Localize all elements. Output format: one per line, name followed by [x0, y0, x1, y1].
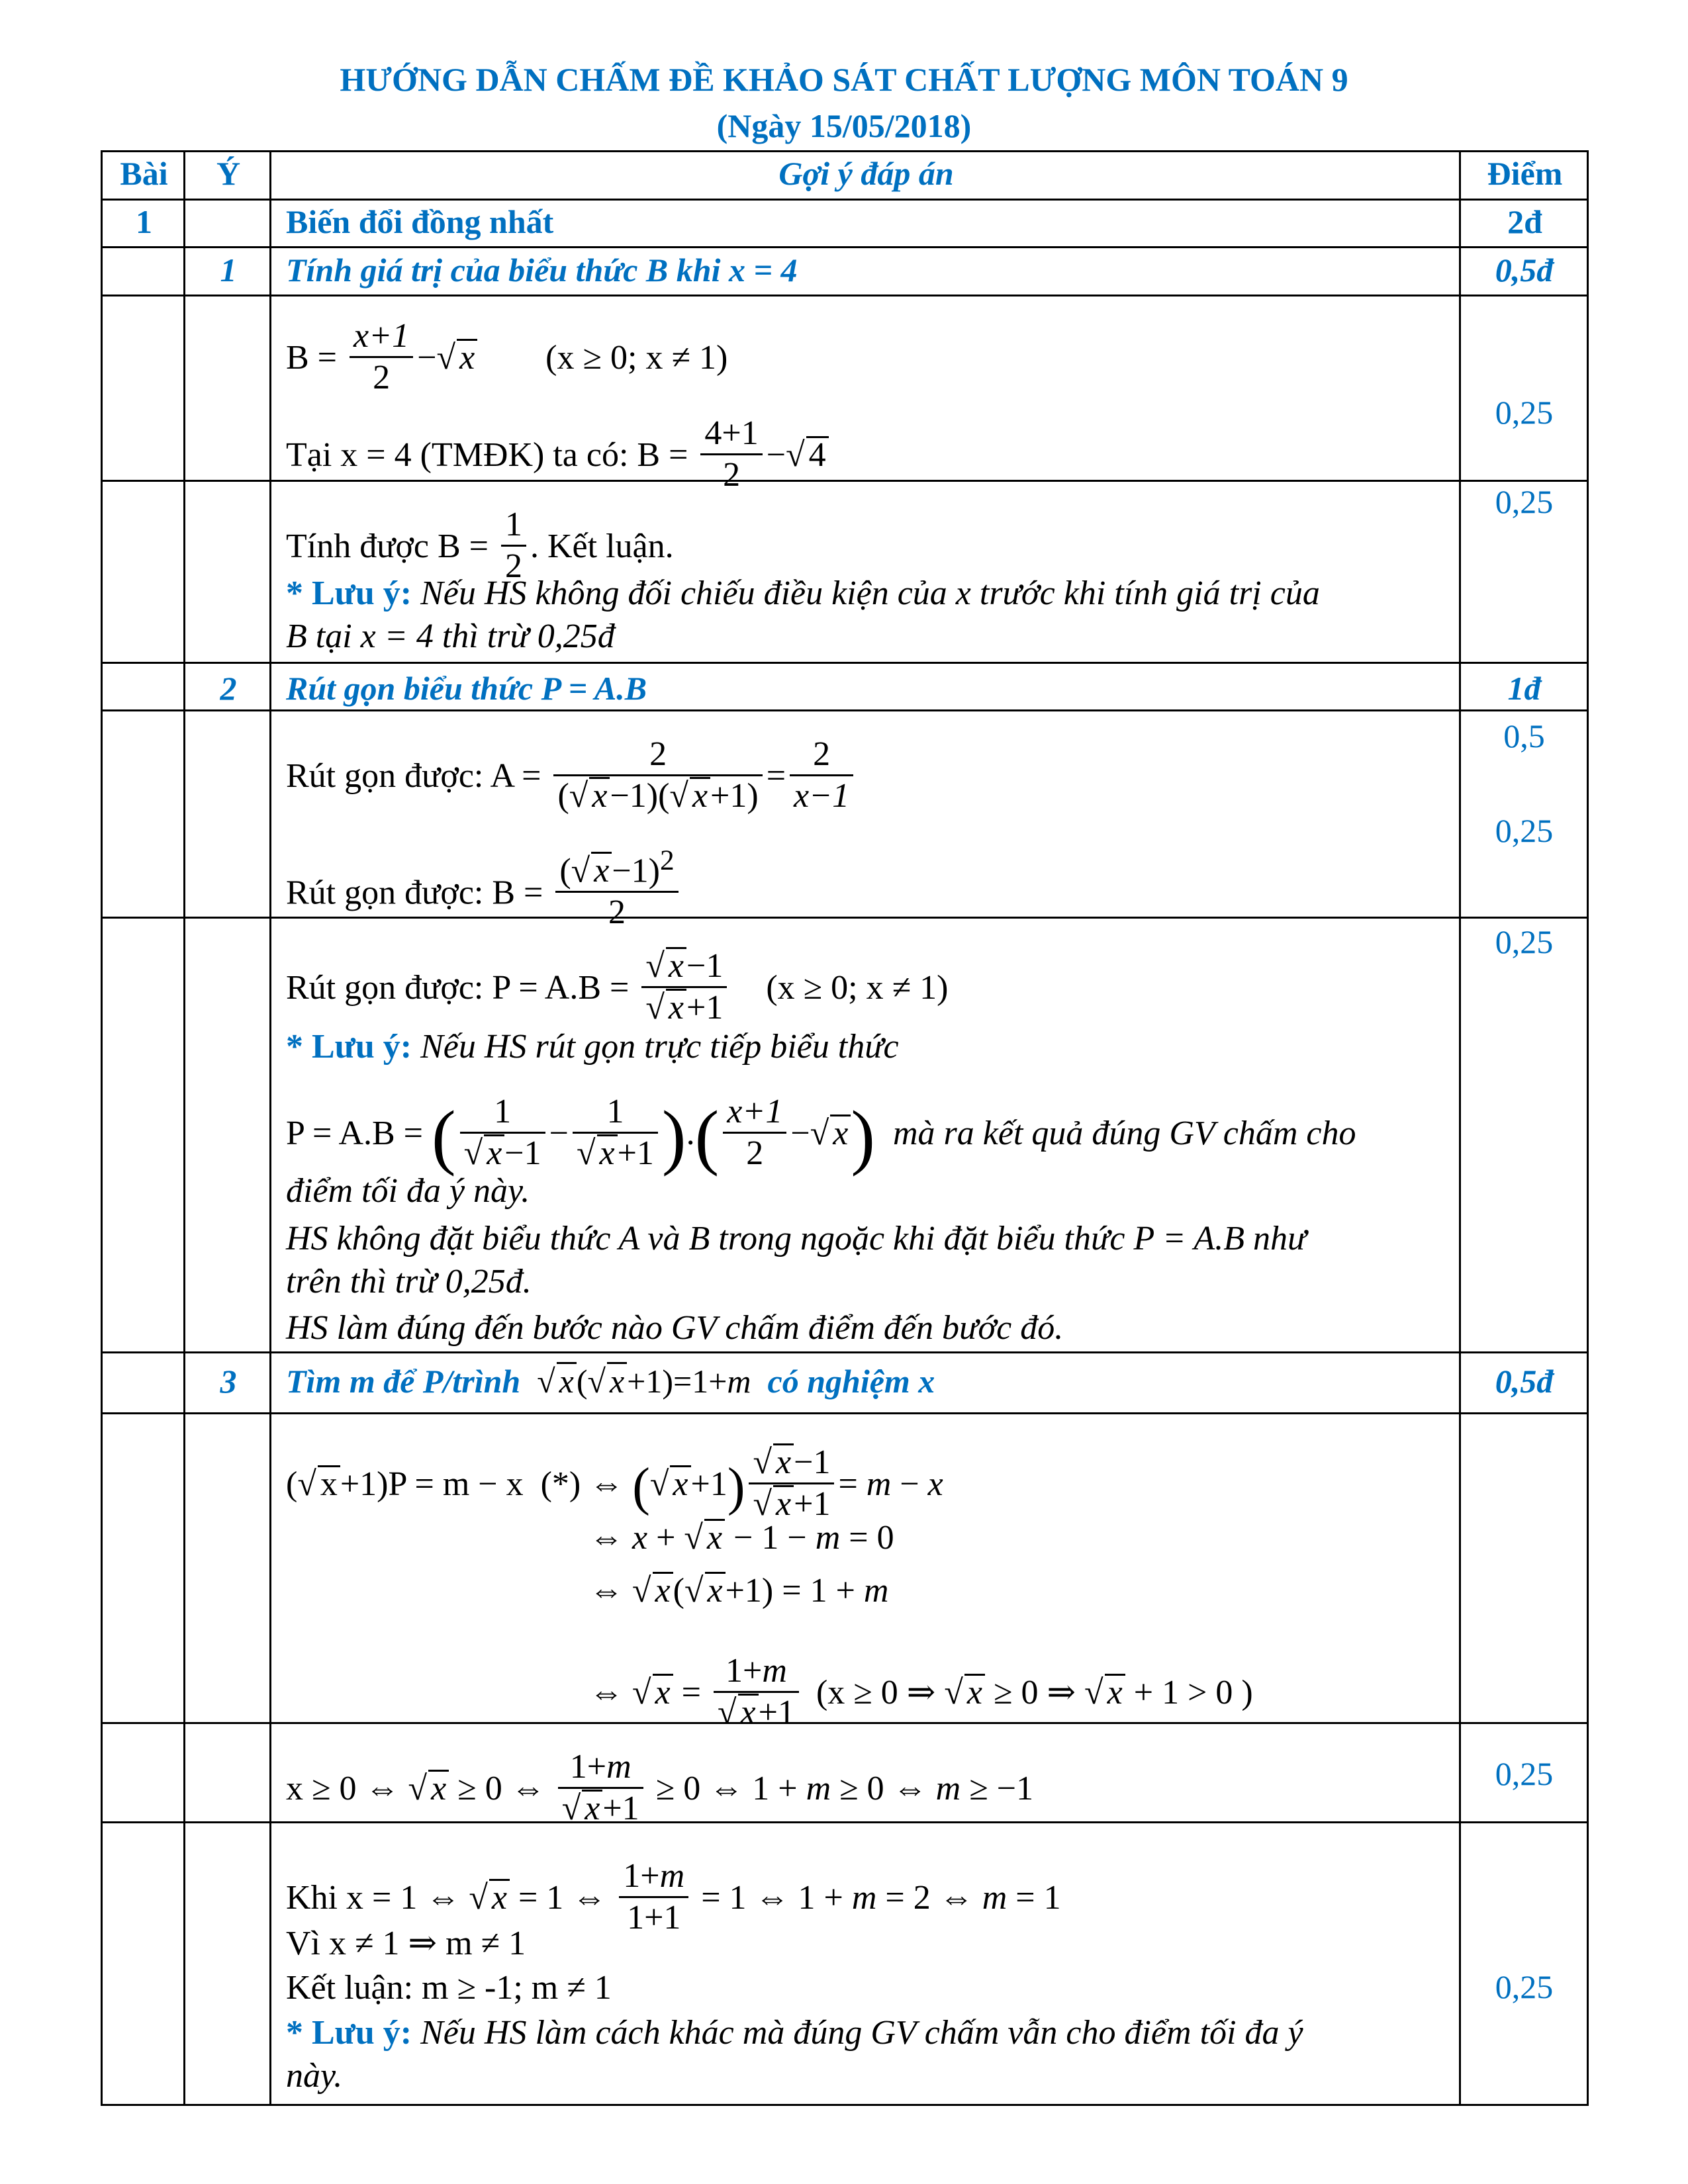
y-number: 2 — [220, 670, 237, 707]
note-1b: B tại x = 4 thì trừ 0,25đ — [286, 617, 615, 655]
score-value: 0,25 — [1495, 394, 1554, 431]
y3-title-suffix: có nghiệm x — [767, 1363, 935, 1400]
bai-number: 1 — [136, 203, 152, 240]
bai-score: 2đ — [1507, 203, 1542, 240]
y-title: Tính giá trị của biểu thức B khi x = 4 — [286, 251, 798, 289]
y-title: Tìm m để P/trình √ x(√ x+1)=1+m có nghiệm x — [286, 1363, 935, 1400]
header-diem: Điểm — [1487, 155, 1563, 192]
equation-step-3: ⇔ √ x(√ x+1) = 1 + m — [589, 1572, 889, 1610]
score-value: 0,25 — [1495, 1968, 1554, 2005]
y-score: 1đ — [1507, 670, 1541, 707]
note-2e: trên thì trừ 0,25đ. — [286, 1263, 532, 1300]
vi-x-line: Vì x ≠ 1 ⇒ m ≠ 1 — [286, 1925, 526, 1962]
ket-luan-label: . Kết luận. — [530, 527, 674, 565]
page-date: (Ngày 15/05/2018) — [716, 107, 972, 144]
rutgon-a-label: Rút gọn được: A = — [286, 757, 541, 795]
b-result: Tính được B = $\frac{1}{2}$ . Kết luận. — [286, 506, 674, 585]
note-text: Nếu HS làm cách khác mà đúng GV chấm vẫn cho điểm tối đa ý — [420, 2014, 1303, 2052]
note-2d: HS không đặt biểu thức A và B trong ngoặc khi đặt biểu thức P = A.B như — [286, 1220, 1307, 1257]
table-border — [101, 662, 1589, 664]
rutgon-p: Rút gọn được: P = A.B = $\frac{√ x-1}{√ x+1}$ (x ≥ 0; x ≠ 1) — [286, 947, 949, 1026]
equation-step-4: ⇔ √ x = $\frac{1+m}{√ x+1}$ (x ≥ 0 ⇒ √ x ≥ 0 ⇒ √ x + 1 > 0 ) — [589, 1652, 1253, 1731]
score-value: 0,25 — [1495, 812, 1554, 849]
table-border — [1459, 150, 1461, 2106]
note-2b: mà ra kết quả đúng GV chấm cho — [892, 1115, 1356, 1152]
note-2f: HS làm đúng đến bước nào GV chấm điểm đến bước đó. — [286, 1309, 1064, 1347]
table-border — [101, 1412, 1589, 1414]
b-def-prefix: B = — [286, 339, 338, 377]
case-x-equals-1: Khi x = 1 ⇔ √ x = 1 ⇔ $\frac{1+m}{1+1}$ = 1 ⇔ 1 + m = 2 ⇔ m = 1 — [286, 1857, 1061, 1936]
score-value: 0,25 — [1495, 923, 1554, 960]
table-border — [101, 150, 1589, 152]
y-score: 0,5đ — [1495, 1363, 1554, 1400]
header-bai: Bài — [120, 155, 168, 192]
header-goi-y: Gợi ý đáp án — [778, 155, 954, 192]
b-at-4: Tại x = 4 (TMĐK) ta có: B = $\frac{4+1}{2}$ −√ 4 — [286, 414, 829, 495]
y-number: 1 — [220, 251, 237, 289]
equation-step-2: ⇔ x + √ x − 1 − m = 0 — [589, 1519, 894, 1557]
rutgon-a: Rút gọn được: A = $\frac{2}{(√ x-1)(√ x+1)}$ = $\frac{2}{x-1}$ — [286, 735, 857, 816]
p-ab-expansion: P = A.B = ( $\frac{1}{√ x-1}$ − $\frac{1}{√ x+1}$ ).( $\frac{x+1}{2}$ −√ x) mà ra kết quả đúng GV chấm cho — [286, 1093, 1356, 1177]
note-3 — [286, 2012, 1303, 2054]
equation-condition: x ≥ 0 ⇔ √ x ≥ 0 ⇔ $\frac{1+m}{√ x+1}$ ≥ 0 ⇔ 1 + m ≥ 0 ⇔ m ≥ −1 — [286, 1748, 1034, 1827]
note-text: Nếu HS rút gọn trực tiếp biểu thức — [420, 1028, 899, 1066]
y-number: 3 — [220, 1363, 237, 1400]
header-y: Ý — [216, 155, 241, 192]
equation-step-1: (√ x+1)P = m − x (*) ⇔ (√ x+1) $\frac{√ x-1}{√ x+1}$ = m − x — [286, 1443, 943, 1523]
note-text: Nếu HS không đối chiếu điều kiện của x trước khi tính giá trị của — [420, 574, 1320, 612]
rutgon-p-label: Rút gọn được: P = A.B = — [286, 969, 630, 1007]
score-value: 0,25 — [1495, 483, 1554, 520]
table-border — [183, 150, 185, 2106]
table-border — [101, 246, 1589, 248]
p-ab-prefix: P = A.B = — [286, 1115, 424, 1152]
note-3b: này. — [286, 2057, 343, 2095]
y-score: 0,5đ — [1495, 251, 1554, 289]
table-border — [101, 150, 103, 2106]
table-border — [101, 2104, 1589, 2106]
note-label: * Lưu ý: — [286, 574, 412, 612]
y3-title-prefix: Tìm m để P/trình — [286, 1363, 521, 1400]
tinh-duoc-label: Tính được B = — [286, 527, 489, 565]
score-value: 0,25 — [1495, 1755, 1554, 1792]
table-border — [101, 1351, 1589, 1353]
note-label: * Lưu ý: — [286, 1028, 412, 1066]
rutgon-b: Rút gọn được: B = $\frac{(√ x-1)^2}{2}$ — [286, 841, 682, 933]
note-2 — [286, 1026, 899, 1068]
table-border — [101, 709, 1589, 711]
note-label: * Lưu ý: — [286, 2014, 412, 2052]
table-border — [101, 199, 1589, 201]
ket-luan-2: Kết luận: m ≥ -1; m ≠ 1 — [286, 1969, 612, 2007]
khi-x1-label: Khi x = 1 — [286, 1879, 418, 1917]
bai-title: Biến đổi đồng nhất — [286, 203, 554, 240]
note-1 — [286, 572, 1320, 615]
table-border — [269, 150, 271, 2106]
b-definition: B = $\frac{x+1}{2}$ −√ x (x ≥ 0; x ≠ 1) — [286, 317, 728, 396]
page-title: HƯỚNG DẪN CHẤM ĐỀ KHẢO SÁT CHẤT LƯỢNG MÔN TOÁN 9 — [340, 61, 1348, 98]
rutgon-b-label: Rút gọn được: B = — [286, 874, 543, 912]
y-title: Rút gọn biểu thức P = A.B — [286, 670, 647, 707]
b-condition: (x ≥ 0; x ≠ 1) — [545, 339, 728, 377]
p-condition: (x ≥ 0; x ≠ 1) — [766, 969, 949, 1007]
note-2c: điểm tối đa ý này. — [286, 1172, 530, 1210]
table-border — [101, 295, 1589, 296]
score-value: 0,5 — [1503, 717, 1545, 754]
b-at4-prefix: Tại x = 4 (TMĐK) ta có: B = — [286, 436, 688, 474]
table-border — [1587, 150, 1589, 2106]
